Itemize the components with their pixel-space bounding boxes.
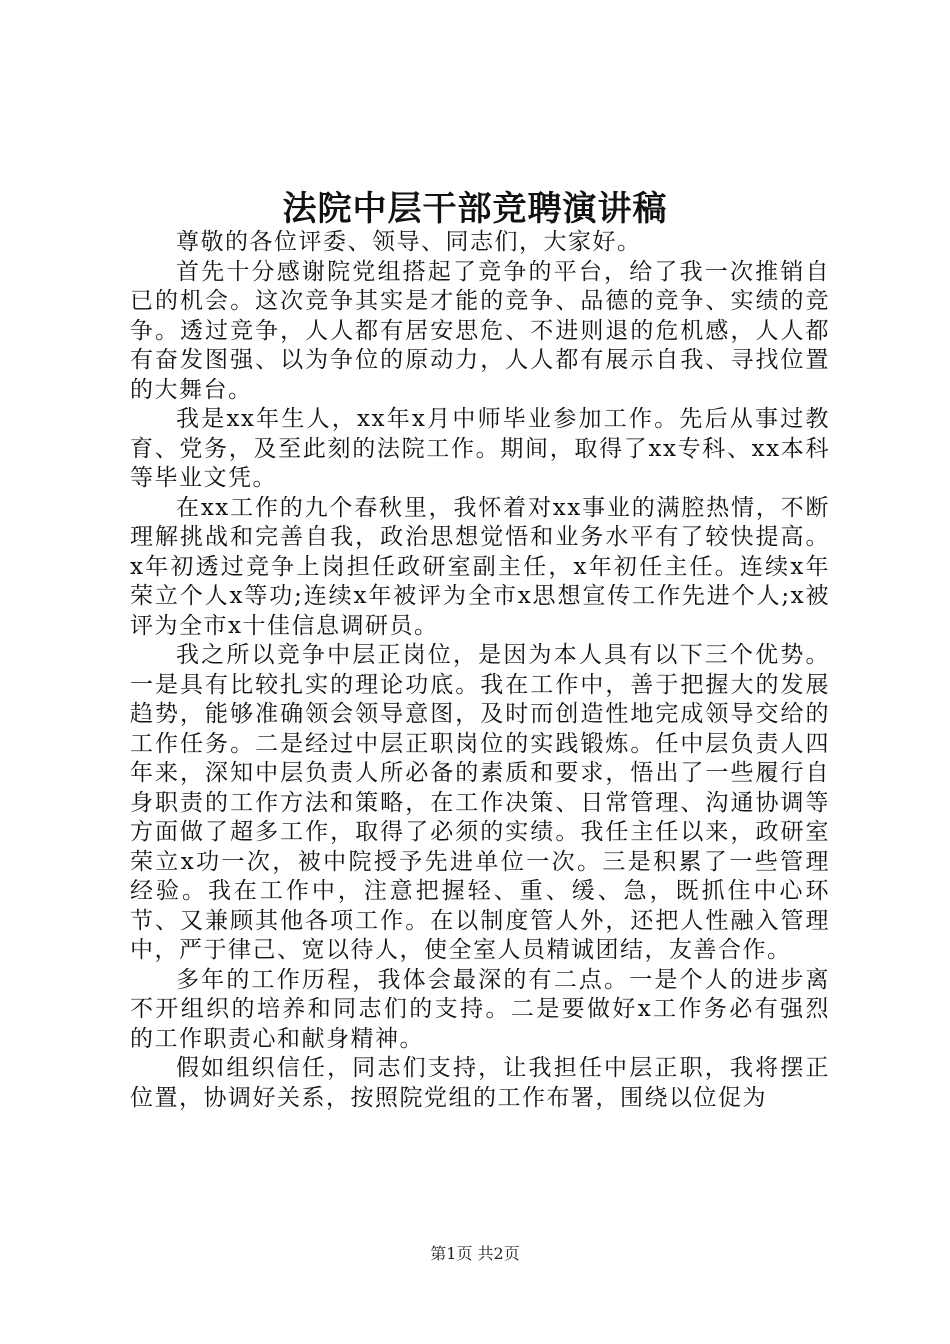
paragraph-experience: 在xx工作的九个春秋里，我怀着对xx事业的满腔热情，不断理解挑战和完善自我，政治思想觉悟和业务水平有了较快提高。x年初透过竞争上岗担任政研室副主任，x年初任主任。连续x年荣立个人x等功;连续x年被评为全市x思想宣传工作先进个人;x被评为全市x十佳信息调研员。 (130, 494, 830, 639)
paragraph-insights: 多年的工作历程，我体会最深的有二点。一是个人的进步离不开组织的培养和同志们的支持。二是要做好x工作务必有强烈的工作职责心和献身精神。 (130, 966, 830, 1052)
page-number-footer: 第1页 共2页 (430, 1244, 520, 1263)
paragraph-thanks: 首先十分感谢院党组搭起了竞争的平台，给了我一次推销自已的机会。这次竞争其实是才能的竞争、品德的竞争、实绩的竞争。透过竞争，人人都有居安思危、不进则退的危机感，人人都有奋发图强、以为争位的原动力，人人都有展示自我、寻找位置的大舞台。 (130, 258, 830, 403)
document-body (130, 228, 830, 1113)
paragraph-advantages: 我之所以竞争中层正岗位，是因为本人具有以下三个优势。一是具有比较扎实的理论功底。我在工作中，善于把握大的发展趋势，能够准确领会领导意图，及时而创造性地完成领导交给的工作任务。二是经过中层正职岗位的实践锻炼。任中层负责人四年来，深知中层负责人所必备的素质和要求，悟出了一些履行自身职责的工作方法和策略，在工作决策、日常管理、沟通协调等方面做了超多工作，取得了必须的实绩。我任主任以来，政研室荣立x功一次，被中院授予先进单位一次。三是积累了一些管理经验。我在工作中，注意把握轻、重、缓、急，既抓住中心环节、又兼顾其他各项工作。在以制度管人外，还把人性融入管理中，严于律己、宽以待人，使全室人员精诚团结，友善合作。 (130, 642, 830, 963)
document-title: 法院中层干部竞聘演讲稿 (282, 189, 668, 229)
paragraph-background: 我是xx年生人，xx年x月中师毕业参加工作。先后从事过教育、党务，及至此刻的法院工作。期间，取得了xx专科、xx本科等毕业文凭。 (130, 406, 830, 491)
paragraph-greeting: 尊敬的各位评委、领导、同志们，大家好。 (176, 229, 642, 255)
paragraph-commitment: 假如组织信任，同志们支持，让我担任中层正职，我将摆正位置，协调好关系，按照院党组的工作布署，围绕以位促为 (130, 1055, 830, 1111)
